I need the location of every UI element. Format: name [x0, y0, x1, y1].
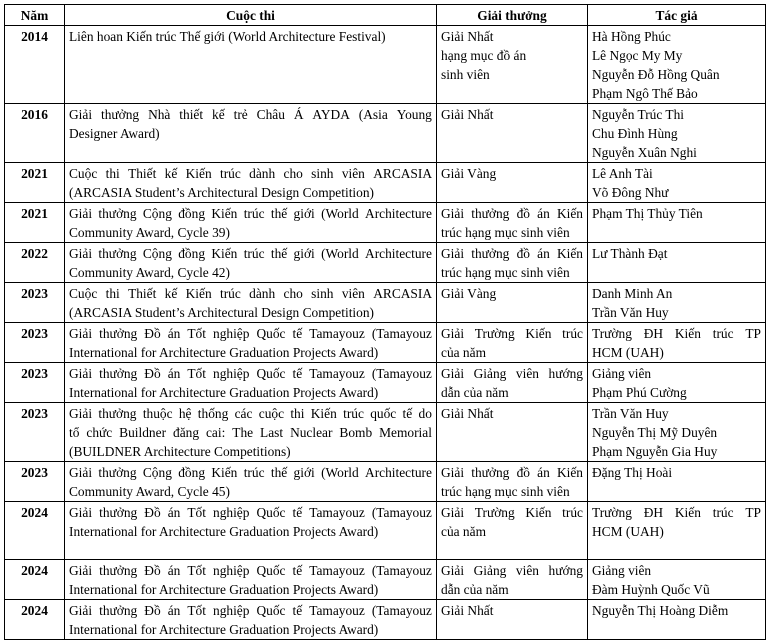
table-row: [5, 560, 766, 600]
year-cell: 2016: [5, 104, 65, 163]
author-cell: [588, 163, 766, 203]
prize-cell-line: Giải Nhất: [441, 107, 494, 122]
prize-cell: [437, 600, 588, 640]
table-row: [5, 163, 766, 203]
year-cell: 2023: [5, 363, 65, 403]
competition-cell: [65, 243, 437, 283]
prize-cell-line: Giải thưởng đồ án Kiến: [441, 206, 583, 221]
competition-cell-line: Giải thưởng thuộc hệ thống các cuộc thi Kiến trúc quốc tế do: [69, 406, 432, 421]
competition-cell: [65, 323, 437, 363]
competition-cell: [65, 26, 437, 104]
author-cell: [588, 560, 766, 600]
competition-cell-line: tổ chức Buildner đăng cai: The Last Nuclear Bomb Memorial: [69, 425, 432, 440]
table-row: [5, 403, 766, 462]
author-cell-line: Phạm Phú Cường: [592, 385, 687, 400]
competition-cell-line: Cuộc thi Thiết kế Kiến trúc dành cho sinh viên ARCASIA: [69, 286, 432, 301]
author-cell: [588, 243, 766, 283]
competition-cell: [65, 163, 437, 203]
competition-cell-line: Giải thưởng Nhà thiết kế trẻ Châu Á AYDA (Asia Young: [69, 107, 432, 122]
competition-cell: [65, 403, 437, 462]
author-cell-line: Lê Ngọc My My: [592, 48, 683, 63]
header-year: Năm: [5, 5, 65, 26]
competition-cell-line: Giải thưởng Cộng đồng Kiến trúc thế giới (World Architecture: [69, 465, 432, 480]
prize-cell: [437, 560, 588, 600]
competition-cell: [65, 283, 437, 323]
header-row: [5, 5, 766, 26]
prize-cell: [437, 502, 588, 560]
author-cell-line: Nguyễn Xuân Nghi: [592, 145, 697, 160]
competition-cell-line: Giải thưởng Đồ án Tốt nghiệp Quốc tế Tamayouz (Tamayouz: [69, 366, 432, 381]
competition-cell-line: Liên hoan Kiến trúc Thế giới (World Architecture Festival): [69, 29, 386, 44]
prize-cell: [437, 462, 588, 502]
year-cell: 2023: [5, 403, 65, 462]
competition-cell-line: Designer Award): [69, 126, 160, 141]
prize-cell: [437, 283, 588, 323]
prize-cell-line: Giải Giảng viên hướng: [441, 563, 583, 578]
competition-cell-line: (BUILDNER Architecture Competitions): [69, 444, 291, 459]
prize-cell-line: Giải thưởng đồ án Kiến: [441, 465, 583, 480]
prize-cell-line: Giải Vàng: [441, 166, 497, 181]
prize-cell-line: trúc hạng mục sinh viên: [441, 225, 570, 240]
header-prize: Giải thưởng: [437, 5, 588, 26]
year-cell: 2024: [5, 502, 65, 560]
author-cell: [588, 363, 766, 403]
prize-cell-line: dẫn của năm: [441, 385, 509, 400]
prize-cell-line: Giải Nhất: [441, 29, 494, 44]
author-cell-line: Trần Văn Huy: [592, 406, 669, 421]
competition-cell-line: Giải thưởng Đồ án Tốt nghiệp Quốc tế Tamayouz (Tamayouz: [69, 603, 432, 618]
competition-cell-line: International for Architecture Graduation Projects Award): [69, 385, 379, 400]
author-cell-line: HCM (UAH): [592, 345, 664, 360]
competition-cell-line: (ARCASIA Student’s Architectural Design Competition): [69, 305, 374, 320]
author-cell: [588, 283, 766, 323]
year-cell: 2014: [5, 26, 65, 104]
competition-cell: [65, 462, 437, 502]
competition-cell-line: Cuộc thi Thiết kế Kiến trúc dành cho sinh viên ARCASIA: [69, 166, 432, 181]
table-header: [5, 5, 766, 26]
prize-cell: [437, 163, 588, 203]
author-cell-line: Phạm Nguyễn Gia Huy: [592, 444, 718, 459]
year-cell: 2023: [5, 323, 65, 363]
prize-cell-line: Giải Nhất: [441, 603, 494, 618]
prize-cell-line: trúc hạng mục sinh viên: [441, 484, 570, 499]
competition-cell-line: International for Architecture Graduation Projects Award): [69, 524, 379, 539]
author-cell-line: Trường ĐH Kiến trúc TP: [592, 505, 761, 520]
author-cell: [588, 323, 766, 363]
prize-cell-line: dẫn của năm: [441, 582, 509, 597]
header-competition: Cuộc thi: [65, 5, 437, 26]
prize-cell-line: của năm: [441, 524, 486, 539]
author-cell-line: Giảng viên: [592, 563, 652, 578]
prize-cell: [437, 403, 588, 462]
competition-cell-line: Giải thưởng Đồ án Tốt nghiệp Quốc tế Tamayouz (Tamayouz: [69, 563, 432, 578]
year-cell: 2024: [5, 600, 65, 640]
competition-cell-line: Giải thưởng Cộng đồng Kiến trúc thế giới (World Architecture: [69, 246, 432, 261]
table-row: [5, 502, 766, 560]
prize-cell: [437, 243, 588, 283]
prize-cell-line: trúc hạng mục sinh viên: [441, 265, 570, 280]
competition-cell: [65, 600, 437, 640]
prize-cell: [437, 104, 588, 163]
competition-cell-line: International for Architecture Graduation Projects Award): [69, 582, 379, 597]
prize-cell-line: Giải Nhất: [441, 406, 494, 421]
prize-cell: [437, 363, 588, 403]
author-cell: [588, 403, 766, 462]
competition-cell: [65, 203, 437, 243]
table-row: [5, 363, 766, 403]
awards-table: [4, 4, 766, 640]
competition-cell: [65, 363, 437, 403]
prize-cell-line: Giải thưởng đồ án Kiến: [441, 246, 583, 261]
prize-cell-line: Giải Vàng: [441, 286, 497, 301]
author-cell-line: Lư Thành Đạt: [592, 246, 668, 261]
author-cell-line: Trần Văn Huy: [592, 305, 669, 320]
table-row: [5, 26, 766, 104]
competition-cell-line: Community Award, Cycle 45): [69, 484, 230, 499]
competition-cell-line: Giải thưởng Cộng đồng Kiến trúc thế giới (World Architecture: [69, 206, 432, 221]
competition-cell-line: Giải thưởng Đồ án Tốt nghiệp Quốc tế Tamayouz (Tamayouz: [69, 505, 432, 520]
table-body: [5, 26, 766, 640]
competition-cell-line: International for Architecture Graduation Projects Award): [69, 345, 379, 360]
prize-cell: [437, 26, 588, 104]
author-cell-line: Hà Hồng Phúc: [592, 29, 671, 44]
author-cell: [588, 462, 766, 502]
year-cell: 2023: [5, 283, 65, 323]
author-cell-line: Lê Anh Tài: [592, 166, 653, 181]
prize-cell-line: Giải Trường Kiến trúc: [441, 505, 583, 520]
author-cell-line: HCM (UAH): [592, 524, 664, 539]
table-row: [5, 462, 766, 502]
prize-cell-line: của năm: [441, 345, 486, 360]
prize-cell: [437, 323, 588, 363]
author-cell-line: Võ Đông Như: [592, 185, 669, 200]
prize-cell-line: Giải Trường Kiến trúc: [441, 326, 583, 341]
author-cell-line: Nguyễn Đỗ Hồng Quân: [592, 67, 720, 82]
author-cell-line: Giảng viên: [592, 366, 652, 381]
table-row: [5, 600, 766, 640]
year-cell: 2023: [5, 462, 65, 502]
table-row: [5, 243, 766, 283]
author-cell-line: Nguyễn Trúc Thi: [592, 107, 685, 122]
year-cell: 2024: [5, 560, 65, 600]
prize-cell-line: sinh viên: [441, 67, 490, 82]
year-cell: 2022: [5, 243, 65, 283]
author-cell-line: Phạm Thị Thủy Tiên: [592, 206, 703, 221]
author-cell-line: Đàm Huỳnh Quốc Vũ: [592, 582, 710, 597]
competition-cell-line: International for Architecture Graduation Projects Award): [69, 622, 379, 637]
prize-cell-line: Giải Giảng viên hướng: [441, 366, 583, 381]
prize-cell: [437, 203, 588, 243]
author-cell-line: Đặng Thị Hoài: [592, 465, 673, 480]
author-cell-line: Nguyễn Thị Hoàng Diễm: [592, 603, 729, 618]
author-cell: [588, 502, 766, 560]
author-cell: [588, 26, 766, 104]
competition-cell: [65, 104, 437, 163]
header-author: Tác giả: [588, 5, 766, 26]
table-row: [5, 104, 766, 163]
table-row: [5, 283, 766, 323]
table-row: [5, 323, 766, 363]
competition-cell-line: (ARCASIA Student’s Architectural Design Competition): [69, 185, 374, 200]
author-cell-line: Chu Đình Hùng: [592, 126, 678, 141]
competition-cell: [65, 502, 437, 560]
author-cell-line: Nguyễn Thị Mỹ Duyên: [592, 425, 718, 440]
competition-cell: [65, 560, 437, 600]
table-row: [5, 203, 766, 243]
competition-cell-line: Giải thưởng Đồ án Tốt nghiệp Quốc tế Tamayouz (Tamayouz: [69, 326, 432, 341]
year-cell: 2021: [5, 203, 65, 243]
author-cell: [588, 104, 766, 163]
author-cell-line: Trường ĐH Kiến trúc TP: [592, 326, 761, 341]
competition-cell-line: Community Award, Cycle 39): [69, 225, 230, 240]
author-cell-line: Phạm Ngô Thế Bảo: [592, 86, 698, 101]
author-cell-line: Danh Minh An: [592, 286, 673, 301]
competition-cell-line: Community Award, Cycle 42): [69, 265, 230, 280]
prize-cell-line: hạng mục đồ án: [441, 48, 527, 63]
author-cell: [588, 203, 766, 243]
author-cell: [588, 600, 766, 640]
year-cell: 2021: [5, 163, 65, 203]
